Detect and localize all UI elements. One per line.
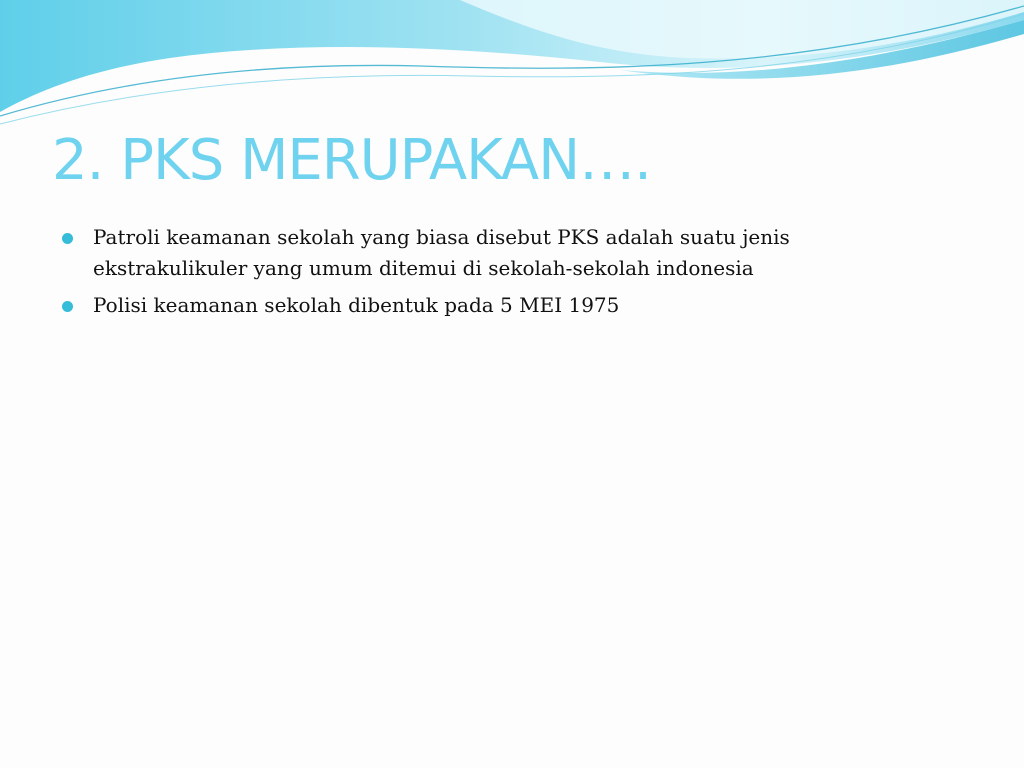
bullet-dot-icon [62,233,73,244]
bullet-text: Patroli keamanan sekolah yang biasa disebut PKS adalah suatu jenis ekstrakulikuler yang umum ditemui di sekolah-sekolah indonesia [93,225,790,280]
slide-title: 2. PKS MERUPAKAN…. [52,128,651,193]
bullet-text: Polisi keamanan sekolah dibentuk pada 5 MEI 1975 [93,293,620,317]
bullet-dot-icon [62,301,73,312]
bullet-list [60,222,880,327]
bullet-item [60,222,880,284]
bullet-item [60,290,880,321]
wave-header-decoration [0,0,1024,130]
